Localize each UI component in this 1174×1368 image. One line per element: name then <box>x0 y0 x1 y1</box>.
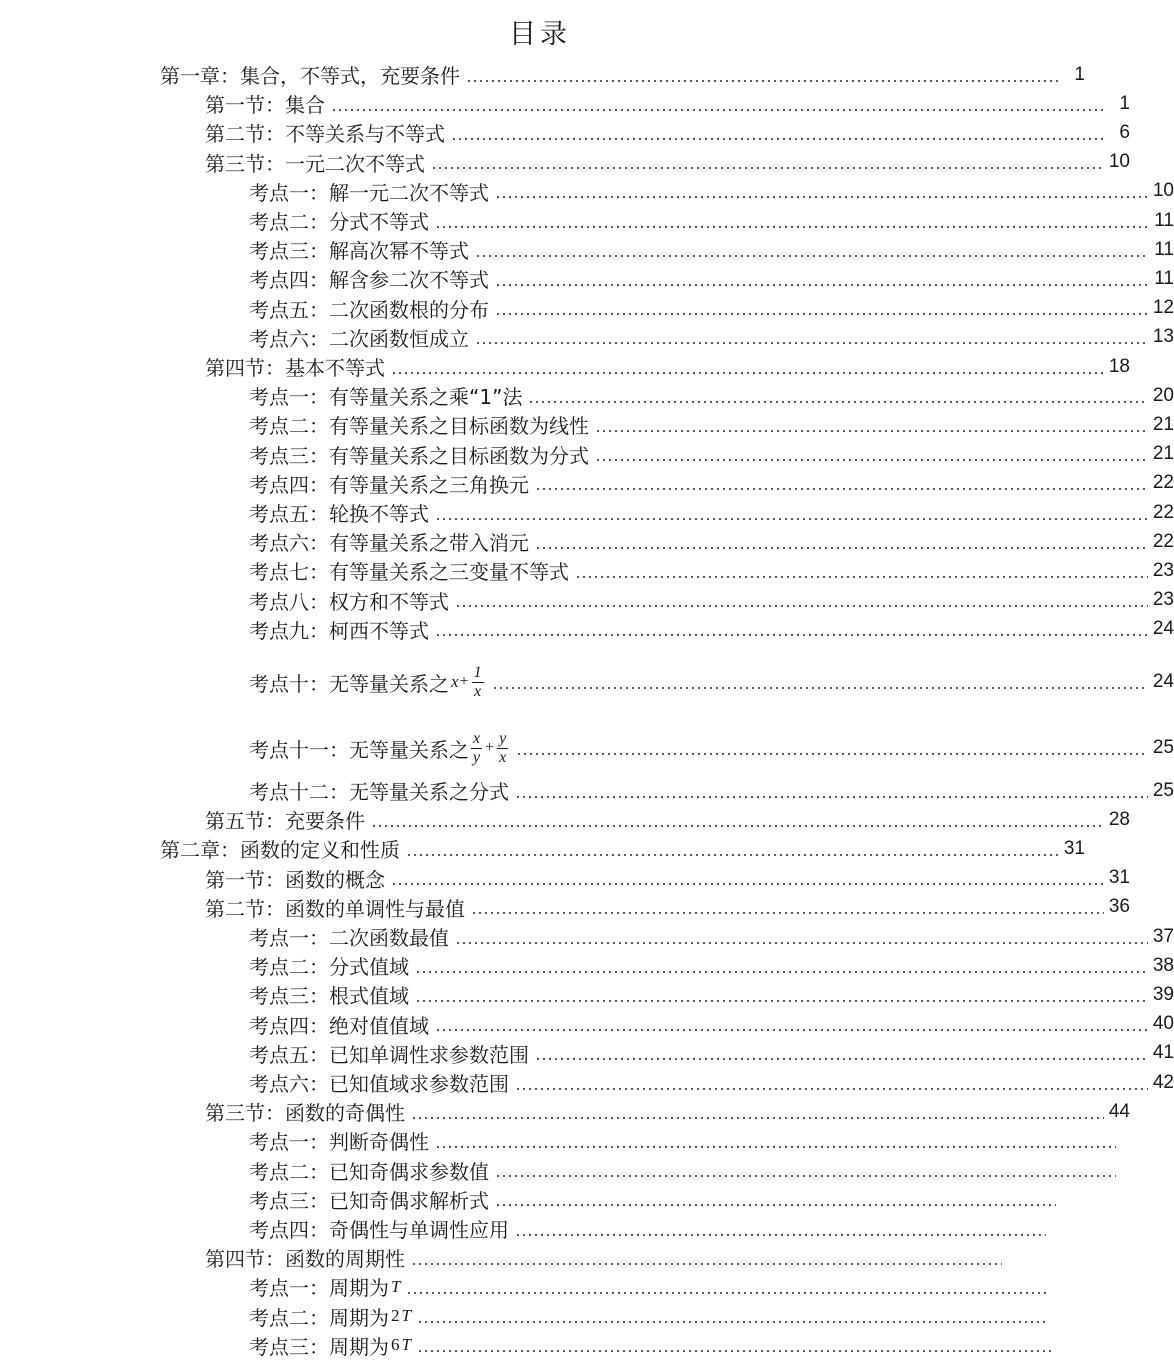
toc-section[interactable] <box>0 352 1130 381</box>
toc-entry-text: 考点二：有等量关系之目标函数为线性 <box>249 414 589 439</box>
toc-topic[interactable] <box>0 469 1174 498</box>
dot-leader <box>466 80 1059 82</box>
dot-leader <box>528 401 1148 403</box>
fraction-numerator: y <box>499 729 507 747</box>
toc-entry-label <box>249 922 451 951</box>
toc-entry-label <box>249 440 591 469</box>
toc-entry-text: 考点三：周期为 <box>249 1334 389 1359</box>
toc-topic[interactable] <box>0 1039 1174 1068</box>
toc-entry-label <box>249 294 491 323</box>
page-number: 10 <box>1152 180 1174 202</box>
page-number: 22 <box>1152 472 1174 494</box>
page-number: 38 <box>1152 954 1174 976</box>
toc-entry-text: 考点二：分式不等式 <box>249 210 429 235</box>
page-number: 36 <box>1108 896 1130 918</box>
toc-topic[interactable] <box>0 177 1174 206</box>
page-number: 1 <box>1119 92 1130 114</box>
toc-entry-label <box>205 805 367 834</box>
toc-topic[interactable] <box>0 586 1174 615</box>
toc-entry-text: 考点一：二次函数最值 <box>249 926 449 951</box>
dot-leader <box>475 342 1148 344</box>
dot-leader <box>575 576 1148 578</box>
toc-entry-label <box>249 1126 431 1155</box>
toc-topic[interactable] <box>0 658 1174 706</box>
dot-leader <box>435 634 1148 636</box>
toc-entry-text: 考点六：有等量关系之带入消元 <box>249 531 529 556</box>
toc-entry-label <box>249 776 511 805</box>
toc-entry-text: 考点五：二次函数根的分布 <box>249 297 489 322</box>
toc-entry-text: 第二节：不等关系与不等式 <box>205 122 445 147</box>
toc-topic[interactable] <box>0 1272 1072 1301</box>
toc-entry-label <box>249 206 431 235</box>
dot-leader <box>415 971 1148 973</box>
toc-entry-label <box>249 469 531 498</box>
page-number: 23 <box>1152 559 1174 581</box>
dot-leader <box>417 1321 1046 1323</box>
toc-entry-label <box>249 381 524 410</box>
toc-entry-label <box>249 1214 511 1243</box>
toc-entry-label <box>205 148 427 177</box>
toc-entry-label <box>160 60 462 89</box>
toc-topic[interactable] <box>0 776 1174 805</box>
math-fraction <box>471 730 482 767</box>
toc-topic[interactable] <box>0 440 1174 469</box>
toc-entry-text: 考点二：周期为 <box>249 1305 389 1330</box>
page-number: 11 <box>1154 267 1174 289</box>
toc-topic[interactable] <box>0 1126 1142 1155</box>
dot-leader <box>435 226 1148 228</box>
toc-entry-text: 考点二：已知奇偶求参数值 <box>249 1159 489 1184</box>
toc-section[interactable] <box>0 1243 1028 1272</box>
toc-entry-label <box>205 864 387 893</box>
toc-topic[interactable] <box>0 556 1174 585</box>
toc-entry-text: 考点四：有等量关系之三角换元 <box>249 472 529 497</box>
dot-leader <box>475 255 1148 257</box>
toc-topic[interactable] <box>0 527 1174 556</box>
page-number: 13 <box>1152 326 1174 348</box>
toc-entry-label <box>249 586 451 615</box>
toc-entry-label <box>249 615 431 644</box>
toc-entry-label <box>249 1068 511 1097</box>
toc-topic[interactable] <box>0 381 1174 410</box>
toc-entry-label <box>249 1185 491 1214</box>
dot-leader <box>515 1234 1046 1236</box>
toc-entry-label <box>249 1302 413 1331</box>
page-number: 37 <box>1152 925 1174 947</box>
dot-leader <box>595 459 1148 461</box>
toc-entry-text: 考点一：有等量关系之乘“1”法 <box>249 385 523 410</box>
toc-entry-text: 第一章：集合，不等式，充要条件 <box>160 64 460 89</box>
toc-entry-text: 考点五：已知单调性求参数范围 <box>249 1042 529 1067</box>
toc-entry-text: 考点一：解一元二次不等式 <box>249 180 489 205</box>
toc-section[interactable] <box>0 89 1130 118</box>
toc-entry-label <box>249 1272 402 1301</box>
dot-leader <box>411 1117 1104 1119</box>
toc-entry-label <box>160 834 402 863</box>
page-title: 目录 <box>509 19 571 50</box>
toc-entry-text: 第四节：函数的周期性 <box>205 1247 405 1272</box>
dot-leader <box>411 1263 1002 1265</box>
toc-entry-label <box>249 951 411 980</box>
toc-entry-text: 考点三：根式值域 <box>249 984 409 1009</box>
page-number: 24 <box>1152 671 1174 692</box>
toc-topic[interactable] <box>0 235 1174 264</box>
dot-leader <box>495 196 1148 198</box>
dot-leader <box>516 753 1148 755</box>
dot-leader <box>415 1000 1148 1002</box>
page-number: 23 <box>1152 589 1174 611</box>
toc-entry-text: 考点七：有等量关系之三变量不等式 <box>249 560 569 585</box>
toc-topic[interactable] <box>0 1331 1077 1360</box>
toc-entry-label <box>205 1243 407 1272</box>
dot-leader <box>535 1058 1148 1060</box>
toc-entry-text: 考点八：权方和不等式 <box>249 589 449 614</box>
toc-topic[interactable] <box>0 1156 1142 1185</box>
fraction-denominator: y <box>473 748 481 766</box>
toc-entry-text: 第三节：一元二次不等式 <box>205 151 425 176</box>
page-number: 31 <box>1108 867 1130 889</box>
toc-entry-text: 考点三：有等量关系之目标函数为分式 <box>249 443 589 468</box>
dot-leader <box>495 284 1148 286</box>
math-operator: + <box>459 673 469 690</box>
toc-topic[interactable] <box>0 323 1174 352</box>
dot-leader <box>535 488 1148 490</box>
page-number: 22 <box>1152 530 1174 552</box>
toc-entry-text: 第三节：函数的奇偶性 <box>205 1101 405 1126</box>
dot-leader <box>455 942 1148 944</box>
toc-entry-label <box>249 177 491 206</box>
page-number: 22 <box>1152 501 1174 523</box>
page-number: 11 <box>1154 209 1174 231</box>
toc-entry-label <box>249 980 411 1009</box>
toc-entry-label <box>205 1097 407 1126</box>
page-number: 31 <box>1063 837 1085 859</box>
toc-section[interactable] <box>0 805 1130 834</box>
toc-topic[interactable] <box>0 724 1174 772</box>
toc-entry-text: 考点九：柯西不等式 <box>249 618 429 643</box>
fraction-numerator: 1 <box>473 663 482 681</box>
toc-entry-label <box>249 730 512 767</box>
toc-topic[interactable] <box>0 206 1174 235</box>
toc-entry-text: 考点四：奇偶性与单调性应用 <box>249 1218 509 1243</box>
toc-topic[interactable] <box>0 1185 1082 1214</box>
page-number: 12 <box>1152 297 1174 319</box>
toc-topic[interactable] <box>0 615 1174 644</box>
dot-leader <box>495 313 1148 315</box>
toc-section[interactable] <box>0 148 1130 177</box>
page-number: 40 <box>1152 1013 1174 1035</box>
math-variable: 6 <box>391 1335 400 1355</box>
dot-leader <box>371 825 1104 827</box>
toc-entry-text: 考点十一：无等量关系之 <box>249 737 469 762</box>
page-number: 21 <box>1152 413 1174 435</box>
dot-leader <box>406 1292 1046 1294</box>
page-number: 42 <box>1152 1071 1174 1093</box>
toc-entry-label <box>249 264 491 293</box>
toc-section[interactable] <box>0 118 1130 147</box>
page-number: 21 <box>1152 443 1174 465</box>
toc-entry-text: 第二章：函数的定义和性质 <box>160 838 400 863</box>
toc-entry-label <box>249 323 471 352</box>
math-variable: x <box>451 672 459 691</box>
page-number: 28 <box>1108 808 1130 830</box>
toc-entry-label <box>249 1156 491 1185</box>
dot-leader <box>595 430 1148 432</box>
toc-topic[interactable] <box>0 1068 1174 1097</box>
toc-topic[interactable] <box>0 264 1174 293</box>
toc-topic[interactable] <box>0 980 1174 1009</box>
dot-leader <box>391 372 1104 374</box>
dot-leader <box>431 167 1104 169</box>
toc-entry-label <box>205 352 387 381</box>
dot-leader <box>331 109 1104 111</box>
page-number: 41 <box>1152 1042 1174 1064</box>
dot-leader <box>451 138 1104 140</box>
toc-topic[interactable] <box>0 1214 1072 1243</box>
math-fraction <box>472 664 484 701</box>
toc-entry-text: 考点一：判断奇偶性 <box>249 1130 429 1155</box>
page-number: 25 <box>1152 779 1174 801</box>
page-number: 6 <box>1119 121 1130 143</box>
toc-entry-label <box>205 893 467 922</box>
toc-entry-text: 考点六：已知值域求参数范围 <box>249 1072 509 1097</box>
toc-entry-label <box>249 235 471 264</box>
dot-leader <box>455 605 1148 607</box>
math-variable: T <box>401 1306 411 1326</box>
math-variable: T <box>401 1335 411 1355</box>
toc-entry-text: 第二节：函数的单调性与最值 <box>205 896 465 921</box>
toc-entry-text: 考点三：解高次幂不等式 <box>249 239 469 264</box>
toc-entry-text: 考点一：周期为 <box>249 1276 389 1301</box>
toc-entry-label <box>249 1039 531 1068</box>
fraction-denominator: x <box>474 682 482 700</box>
page-number: 20 <box>1152 384 1174 406</box>
page-number: 44 <box>1108 1100 1130 1122</box>
toc-entry-text: 第五节：充要条件 <box>205 809 365 834</box>
toc-entry-label <box>249 664 488 701</box>
toc-entry-label <box>249 1010 431 1039</box>
dot-leader <box>535 547 1148 549</box>
dot-leader <box>492 687 1148 689</box>
toc-chapter[interactable] <box>0 60 1085 89</box>
math-operator: + <box>485 739 495 756</box>
toc-entry-label <box>205 118 447 147</box>
toc-topic[interactable] <box>0 498 1174 527</box>
dot-leader <box>417 1350 1051 1352</box>
toc-entry-text: 考点四：解含参二次不等式 <box>249 268 489 293</box>
toc-entry-text: 考点五：轮换不等式 <box>249 502 429 527</box>
toc-topic[interactable] <box>0 410 1174 439</box>
dot-leader <box>435 1146 1116 1148</box>
math-fraction <box>497 730 508 767</box>
toc-entry-label <box>249 498 431 527</box>
toc-entry-text: 第一节：集合 <box>205 93 325 118</box>
math-variable: 2 <box>391 1306 400 1326</box>
toc-entry-text: 考点四：绝对值值域 <box>249 1013 429 1038</box>
toc-entry-label <box>249 410 591 439</box>
toc-entry-label <box>249 527 531 556</box>
dot-leader <box>515 1088 1148 1090</box>
toc-topic[interactable] <box>0 951 1174 980</box>
page-number: 1 <box>1074 63 1085 85</box>
toc-entry-text: 考点二：分式值域 <box>249 955 409 980</box>
toc-section[interactable] <box>0 1097 1130 1126</box>
toc-section[interactable] <box>0 893 1130 922</box>
dot-leader <box>495 1175 1116 1177</box>
toc-topic[interactable] <box>0 1302 1072 1331</box>
toc-entry-text: 考点三：已知奇偶求解析式 <box>249 1188 489 1213</box>
page-number: 25 <box>1152 737 1174 758</box>
dot-leader <box>391 883 1104 885</box>
page-number: 39 <box>1152 983 1174 1005</box>
dot-leader <box>435 518 1148 520</box>
toc-entry-text: 第一节：函数的概念 <box>205 867 385 892</box>
toc-topic[interactable] <box>0 294 1174 323</box>
toc-section[interactable] <box>0 864 1130 893</box>
dot-leader <box>471 912 1104 914</box>
toc-entry-text: 考点十：无等量关系之 <box>249 671 449 696</box>
dot-leader <box>406 854 1059 856</box>
toc-topic[interactable] <box>0 922 1174 951</box>
page-number: 10 <box>1108 151 1130 173</box>
toc-entry-label <box>249 1331 413 1360</box>
math-variable: T <box>391 1276 401 1296</box>
toc-entry-label <box>205 89 327 118</box>
toc-chapter[interactable] <box>0 834 1085 863</box>
fraction-numerator: x <box>473 729 481 747</box>
page-number: 18 <box>1108 355 1130 377</box>
toc-entry-text: 考点六：二次函数恒成立 <box>249 326 469 351</box>
toc-entry-text: 考点十二：无等量关系之分式 <box>249 780 509 805</box>
toc-entry-label <box>249 556 571 585</box>
fraction-denominator: x <box>499 748 507 766</box>
toc-entry-text: 第四节：基本不等式 <box>205 356 385 381</box>
dot-leader <box>495 1204 1056 1206</box>
toc-topic[interactable] <box>0 1010 1174 1039</box>
page-number: 24 <box>1152 618 1174 640</box>
page-number: 11 <box>1154 238 1174 260</box>
dot-leader <box>435 1029 1148 1031</box>
dot-leader <box>515 796 1148 798</box>
